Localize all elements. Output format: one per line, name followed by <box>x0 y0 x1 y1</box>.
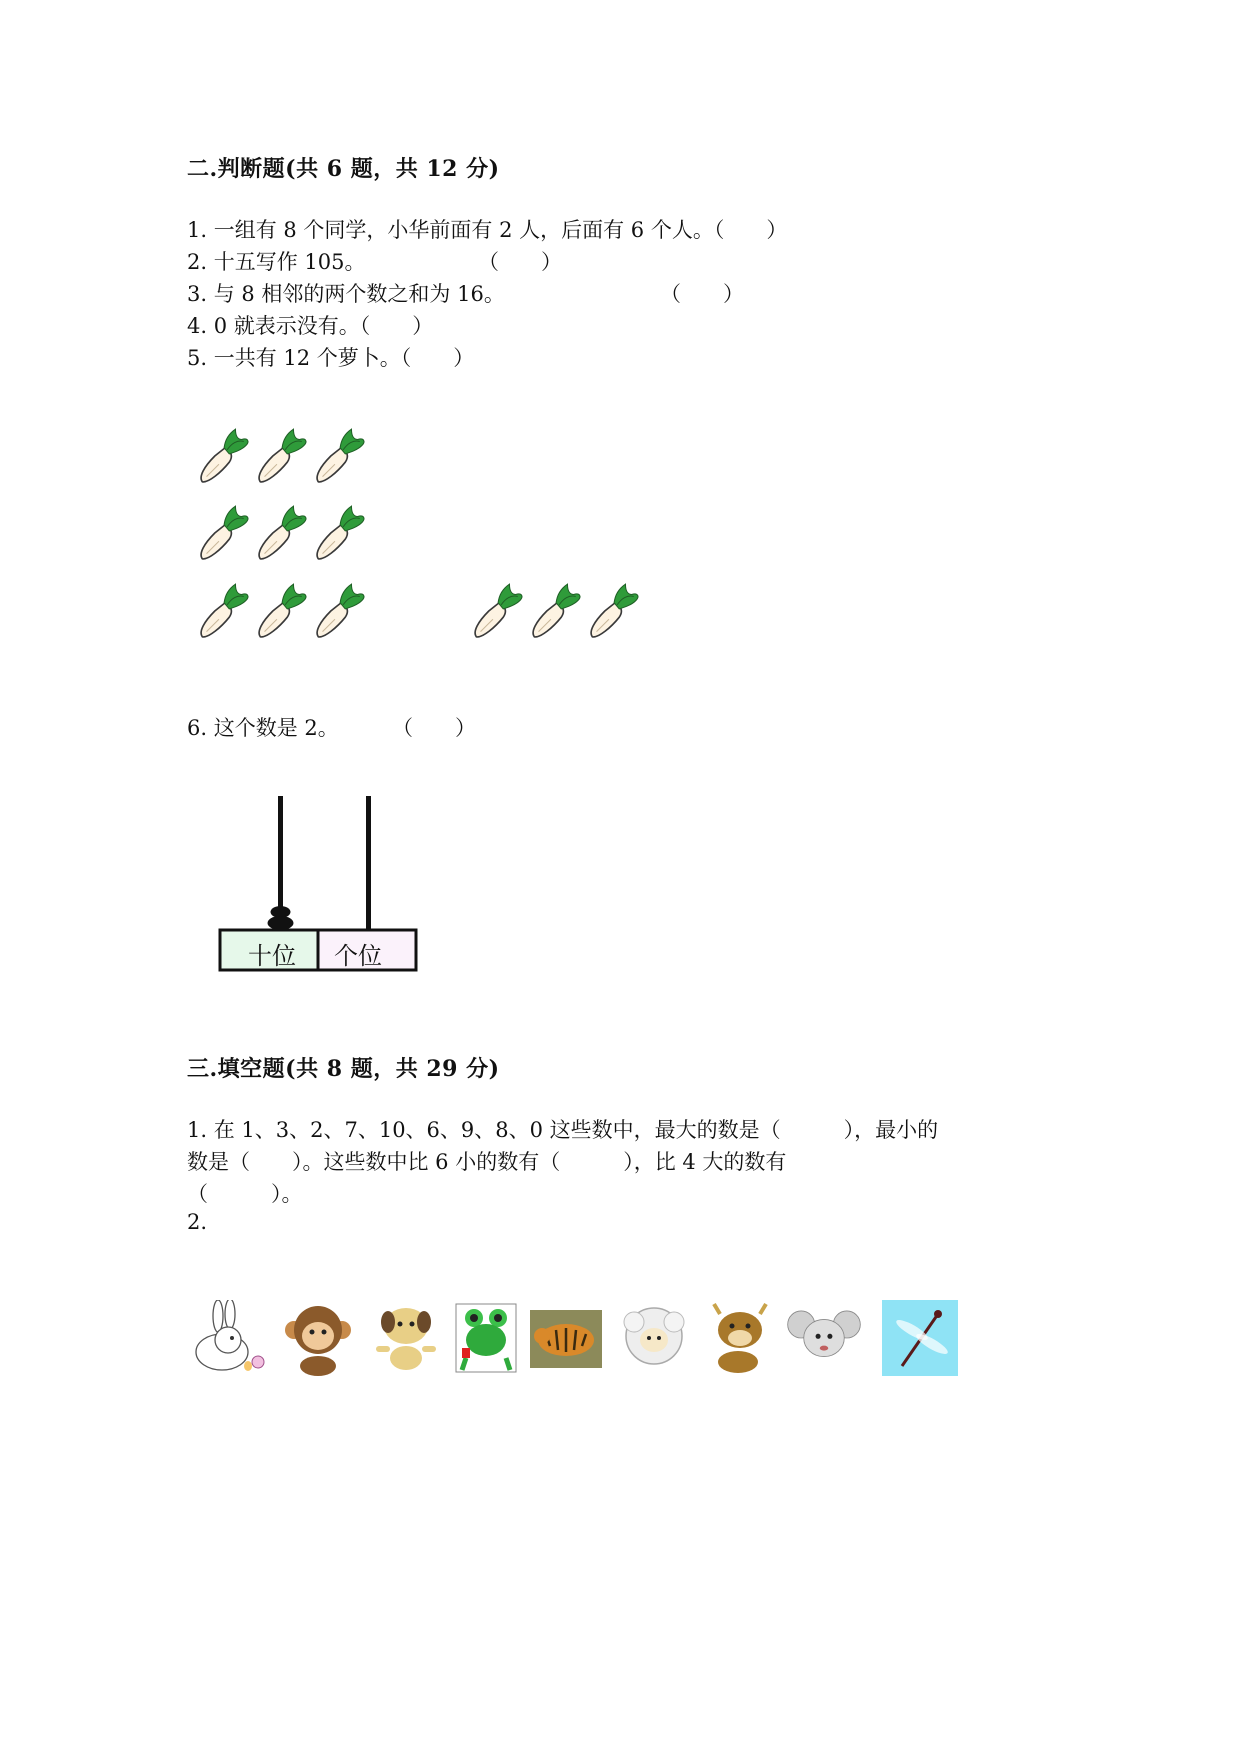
carrot-icon <box>248 425 310 487</box>
abacus-ones-label: 个位 <box>334 942 382 970</box>
abacus-bead <box>268 916 294 930</box>
mouse-icon <box>786 1300 862 1376</box>
carrot-icon <box>190 425 252 487</box>
judge-question-6: 6. 这个数是 2。 <box>187 716 339 740</box>
answer-paren-q3: （ ） <box>660 282 744 306</box>
fill-question-1-line-3: （ ）。 <box>187 1182 303 1206</box>
section-2-heading: 二.判断题(共 6 题，共 12 分) <box>187 156 500 182</box>
carrot-icon <box>248 502 310 564</box>
fill-question-1-line-1: 1. 在 1、3、2、7、10、6、9、8、0 这些数中，最大的数是（ ），最小的 <box>187 1118 939 1142</box>
rabbit-icon <box>190 1300 266 1376</box>
frog-icon <box>452 1300 528 1376</box>
answer-paren-q2: （ ） <box>478 250 562 274</box>
dragonfly-icon <box>882 1300 958 1376</box>
fill-question-1-line-2: 数是（ ）。这些数中比 6 小的数有（ ），比 4 大的数有 <box>187 1150 787 1174</box>
section-3-heading: 三.填空题(共 8 题，共 29 分) <box>187 1056 500 1082</box>
carrot-icon <box>306 425 368 487</box>
judge-question-1: 1. 一组有 8 个同学，小华前面有 2 人，后面有 6 个人。（ ） <box>187 218 788 242</box>
dog-icon <box>368 1300 444 1376</box>
monkey-icon <box>280 1300 356 1376</box>
carrot-icon <box>190 502 252 564</box>
carrot-icon <box>522 580 584 642</box>
cow-icon <box>702 1300 778 1376</box>
carrot-icon <box>306 580 368 642</box>
carrot-icon <box>190 580 252 642</box>
judge-question-5: 5. 一共有 12 个萝卜。（ ） <box>187 346 475 370</box>
abacus-tens-label: 十位 <box>248 942 296 970</box>
carrot-icon <box>306 502 368 564</box>
carrot-icon <box>580 580 642 642</box>
tiger-icon <box>528 1300 604 1376</box>
sheep-icon <box>616 1300 692 1376</box>
carrot-icon <box>464 580 526 642</box>
judge-question-4: 4. 0 就表示没有。（ ） <box>187 314 434 338</box>
answer-paren-q6: （ ） <box>392 716 476 740</box>
judge-question-3: 3. 与 8 相邻的两个数之和为 16。 <box>187 282 505 306</box>
carrot-icon <box>248 580 310 642</box>
judge-question-2: 2. 十五写作 105。 <box>187 250 366 274</box>
carrots-figure <box>190 425 660 655</box>
animals-row <box>190 1300 1020 1390</box>
abacus-figure <box>218 796 424 982</box>
fill-question-2: 2. <box>187 1210 208 1234</box>
